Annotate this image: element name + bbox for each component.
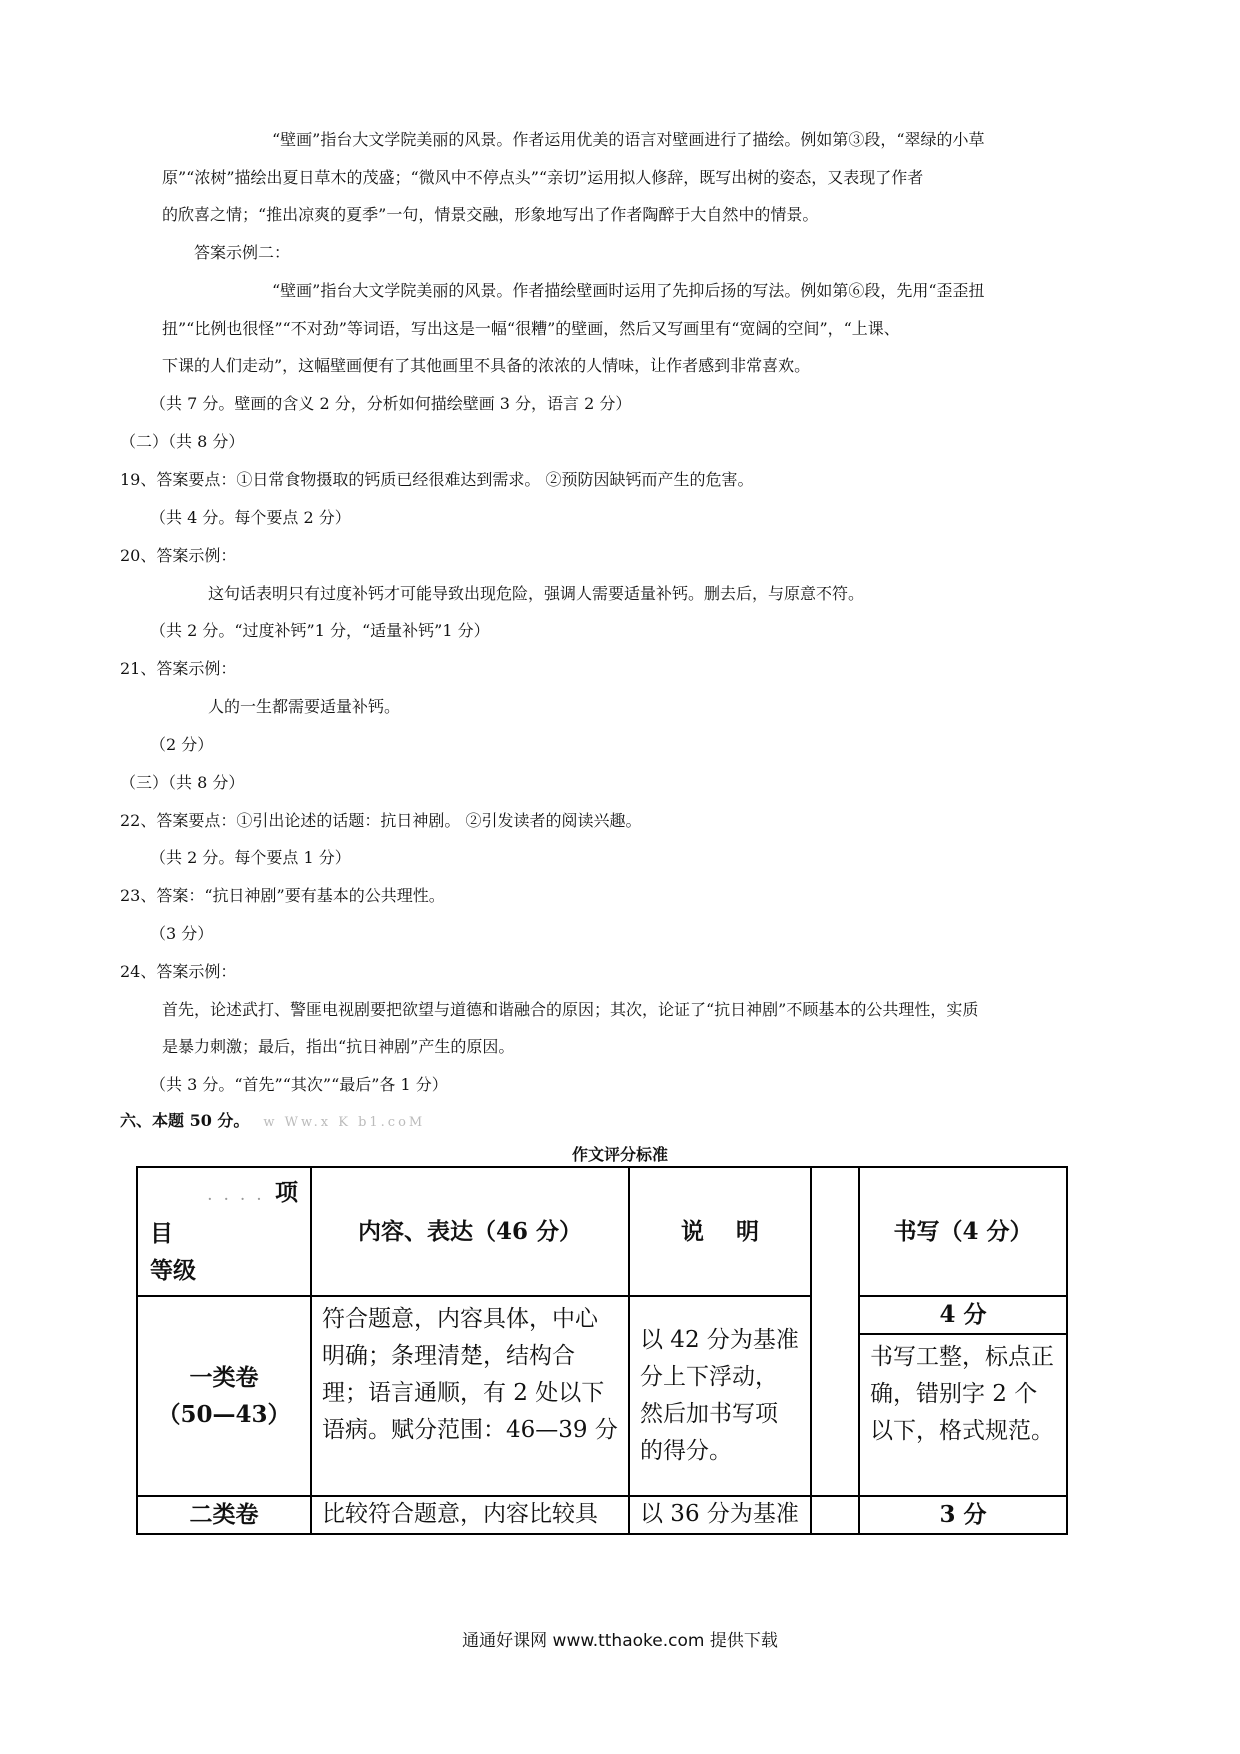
text-line: “壁画”指台大文学院美丽的风景。作者运用优美的语言对壁画进行了描绘。例如第③段，“翠绿的小草: [272, 130, 985, 149]
grading-table: [136, 1166, 1068, 1535]
question-20: 20、答案示例：: [120, 546, 237, 565]
score-note: （2 分）: [150, 735, 214, 754]
grade-1-label: 一类卷: [189, 1364, 259, 1391]
footer-download-note: 通通好课网 www.tthaoke.com 提供下载: [462, 1631, 778, 1651]
grade-2-writing-score: 3 分: [859, 1496, 1067, 1534]
header-description: 说 明: [629, 1167, 811, 1296]
grade-2-description: 以 36 分为基准: [629, 1496, 811, 1534]
blank-cell: [811, 1496, 859, 1534]
section-heading: （三）（共 8 分）: [120, 773, 245, 792]
corner-mid: 目: [150, 1220, 173, 1247]
section-six-label: 六、本题 50 分。: [120, 1111, 250, 1130]
score-note: （共 7 分。壁画的含义 2 分，分析如何描绘壁画 3 分，语言 2 分）: [150, 394, 632, 413]
text-line: 扭”“比例也很怪”“不对劲”等词语，写出这是一幅“很糟”的壁画，然后又写画里有“宽阔的空间”，“上课、: [162, 319, 900, 338]
grade-1-writing-score: 4 分: [859, 1296, 1067, 1334]
blank-column: [811, 1167, 859, 1496]
score-note: （共 2 分。每个要点 1 分）: [150, 848, 351, 867]
question-21: 21、答案示例：: [120, 659, 237, 678]
table-title: 作文评分标准: [571, 1145, 668, 1164]
text-line: 原”“浓树”描绘出夏日草木的茂盛；“微风中不停点头”“亲切”运用拟人修辞，既写出树的姿态，又表现了作者: [162, 168, 924, 187]
text-line: 人的一生都需要适量补钙。: [208, 697, 401, 716]
grade-1-description: 以 42 分为基准分上下浮动，然后加书写项的得分。: [629, 1296, 811, 1496]
text-line: “壁画”指台大文学院美丽的风景。作者描绘壁画时运用了先抑后扬的写法。例如第⑥段，先用“歪歪扭: [272, 281, 985, 300]
header-content-expression: 内容、表达（46 分）: [311, 1167, 629, 1296]
text-line: 的欣喜之情；“推出凉爽的夏季”一句，情景交融，形象地写出了作者陶醉于大自然中的情景。: [162, 205, 819, 224]
question-22: 22、答案要点：①引出论述的话题：抗日神剧。 ②引发读者的阅读兴趣。: [120, 811, 642, 830]
row-grade-2: [137, 1496, 1067, 1534]
text-line: 是暴力刺激；最后，指出“抗日神剧”产生的原因。: [162, 1037, 515, 1056]
text-line: 这句话表明只有过度补钙才可能导致出现危险，强调人需要适量补钙。删去后，与原意不符。: [208, 584, 865, 603]
section-heading: （二）（共 8 分）: [120, 432, 245, 451]
text-line: 首先，论述武打、警匪电视剧要把欲望与道德和谐融合的原因；其次，论证了“抗日神剧”不顾基本的公共理性，实质: [162, 1000, 979, 1019]
question-24: 24、答案示例：: [120, 962, 237, 981]
grade-1-range: （50—43）: [157, 1401, 291, 1428]
corner-top: . . . . 项: [207, 1179, 298, 1206]
question-23: 23、答案：“抗日神剧”要有基本的公共理性。: [120, 886, 445, 905]
grade-2-label: 二类卷: [137, 1496, 311, 1534]
table-header-row: [137, 1167, 1067, 1296]
corner-dots: . . . .: [207, 1189, 265, 1203]
grade-1-cell: [137, 1296, 311, 1496]
row-grade-1-top: [137, 1296, 1067, 1334]
grade-1-content: 符合题意，内容具体，中心明确；条理清楚，结构合理；语言通顺，有 2 处以下语病。赋分范围：46—39 分: [311, 1296, 629, 1496]
score-note: （共 2 分。“过度补钙”1 分，“适量补钙”1 分）: [150, 621, 490, 640]
grade-1-writing-criteria: 书写工整，标点正确，错别字 2 个以下，格式规范。: [859, 1334, 1067, 1496]
grade-2-content: 比较符合题意，内容比较具: [311, 1496, 629, 1534]
question-19: 19、答案要点：①日常食物摄取的钙质已经很难达到需求。 ②预防因缺钙而产生的危害。: [120, 470, 754, 489]
text-line: 下课的人们走动”，这幅壁画便有了其他画里不具备的浓浓的人情味，让作者感到非常喜欢。: [162, 356, 811, 375]
corner-header-cell: [137, 1167, 311, 1296]
score-note: （共 4 分。每个要点 2 分）: [150, 508, 351, 527]
watermark: w Ww.x K b1.coM: [263, 1115, 426, 1130]
text-line: 答案示例二：: [194, 243, 291, 262]
corner-bottom: 等级: [150, 1257, 196, 1284]
section-six: [120, 1110, 425, 1134]
score-note: （3 分）: [150, 924, 214, 943]
score-note: （共 3 分。“首先”“其次”“最后”各 1 分）: [150, 1075, 448, 1094]
header-writing: 书写（4 分）: [859, 1167, 1067, 1296]
